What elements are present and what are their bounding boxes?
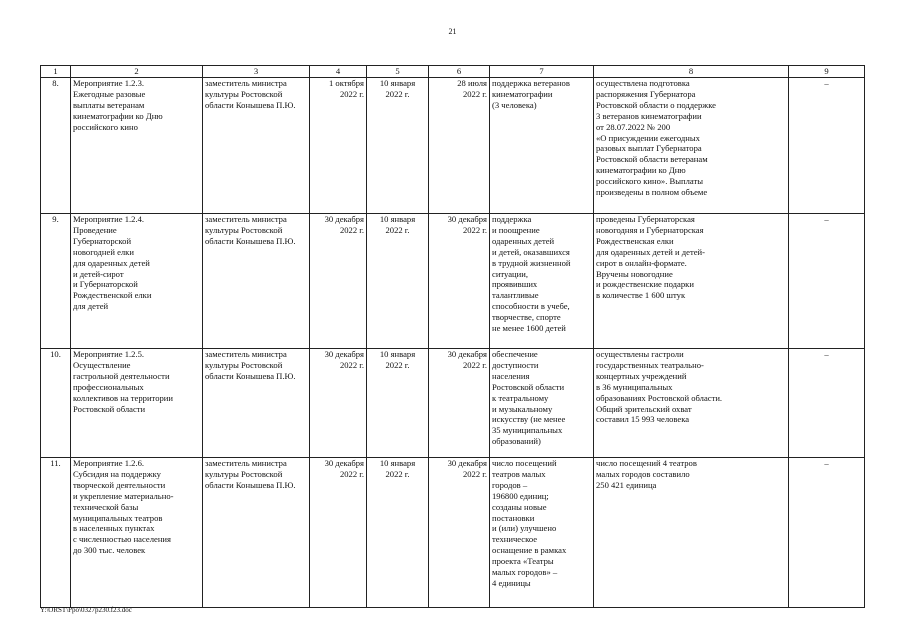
- responsible-person: заместитель министра культуры Ростовской области Конышева П.Ю.: [203, 214, 310, 349]
- row-number: 8.: [41, 78, 71, 214]
- table-row: [41, 349, 865, 458]
- column-number-2: 2: [71, 66, 203, 78]
- row-number: 9.: [41, 214, 71, 349]
- actual-end-date: 28 июля 2022 г.: [429, 78, 490, 214]
- column-number-8: 8: [594, 66, 789, 78]
- planned-date: 1 октября 2022 г.: [310, 78, 367, 214]
- actual-start-date: 10 января 2022 г.: [367, 349, 429, 458]
- planned-date: 30 декабря 2022 г.: [310, 214, 367, 349]
- column-number-3: 3: [203, 66, 310, 78]
- planned-date: 30 декабря 2022 г.: [310, 458, 367, 608]
- table-row: [41, 214, 865, 349]
- column-number-6: 6: [429, 66, 490, 78]
- actual-result: осуществлена подготовка распоряжения Губернатора Ростовской области о поддержке 3 ветеранов кинематографии от 28.07.2022 № 200 «О присуждении ежегодных разовых выплат Губернатора Ростовской области ветеранам кинематографии ко Дню российского кино». Выплаты произведены в полном объеме: [594, 78, 789, 214]
- note: –: [789, 78, 865, 214]
- page-number: 21: [448, 27, 457, 36]
- column-number-1: 1: [41, 66, 71, 78]
- actual-result: осуществлены гастроли государственных театрально- концертных учреждений в 36 муниципальных образованиях Ростовской области. Общий зрительский охват составил 15 993 человека: [594, 349, 789, 458]
- planned-result: поддержка и поощрение одаренных детей и детей, оказавшихся в трудной жизненной ситуации, проявивших талантливые способности в учебе, творчестве, спорте не менее 1600 детей: [490, 214, 594, 349]
- note: –: [789, 458, 865, 608]
- row-number: 10.: [41, 349, 71, 458]
- measure-name: Мероприятие 1.2.4. Проведение Губернаторской новогодней елки для одаренных детей и детей-сирот и Губернаторской Рождественской елки для детей: [71, 214, 203, 349]
- report-table: [40, 65, 865, 608]
- column-number-7: 7: [490, 66, 594, 78]
- column-number-row: [41, 66, 865, 78]
- actual-result: проведены Губернаторская новогодняя и Губернаторская Рождественская елки для одаренных детей и детей- сирот в онлайн-формате. Вручены новогодние и рождественские подарки в количестве 1 600 штук: [594, 214, 789, 349]
- actual-result: число посещений 4 театров малых городов составило 250 421 единица: [594, 458, 789, 608]
- note: –: [789, 214, 865, 349]
- measure-name: Мероприятие 1.2.6. Субсидия на поддержку творческой деятельности и укрепление материально- технической базы муниципальных театров в населенных пунктах с численностью населения до 300 тыс. человек: [71, 458, 203, 608]
- planned-result: число посещений театров малых городов – 196800 единиц; созданы новые постановки и (или) улучшено техническое оснащение в рамках проекта «Театры малых городов» – 4 единицы: [490, 458, 594, 608]
- actual-start-date: 10 января 2022 г.: [367, 78, 429, 214]
- responsible-person: заместитель министра культуры Ростовской области Конышева П.Ю.: [203, 349, 310, 458]
- table-row: [41, 78, 865, 214]
- responsible-person: заместитель министра культуры Ростовской области Конышева П.Ю.: [203, 458, 310, 608]
- actual-start-date: 10 января 2022 г.: [367, 214, 429, 349]
- actual-start-date: 10 января 2022 г.: [367, 458, 429, 608]
- actual-end-date: 30 декабря 2022 г.: [429, 214, 490, 349]
- note: –: [789, 349, 865, 458]
- planned-result: обеспечение доступности населения Ростовской области к театральному и музыкальному искусству (не менее 35 муниципальных образований): [490, 349, 594, 458]
- actual-end-date: 30 декабря 2022 г.: [429, 458, 490, 608]
- planned-date: 30 декабря 2022 г.: [310, 349, 367, 458]
- responsible-person: заместитель министра культуры Ростовской области Конышева П.Ю.: [203, 78, 310, 214]
- actual-end-date: 30 декабря 2022 г.: [429, 349, 490, 458]
- measure-name: Мероприятие 1.2.5. Осуществление гастрольной деятельности профессиональных коллективов на территории Ростовской области: [71, 349, 203, 458]
- measure-name: Мероприятие 1.2.3. Ежегодные разовые выплаты ветеранам кинематографии ко Дню российского кино: [71, 78, 203, 214]
- column-number-5: 5: [367, 66, 429, 78]
- file-path-footer: Y:\ORST\Ppo\0327p230.f23.doc: [40, 606, 132, 614]
- column-number-9: 9: [789, 66, 865, 78]
- table-row: [41, 458, 865, 608]
- planned-result: поддержка ветеранов кинематографии (3 человека): [490, 78, 594, 214]
- row-number: 11.: [41, 458, 71, 608]
- column-number-4: 4: [310, 66, 367, 78]
